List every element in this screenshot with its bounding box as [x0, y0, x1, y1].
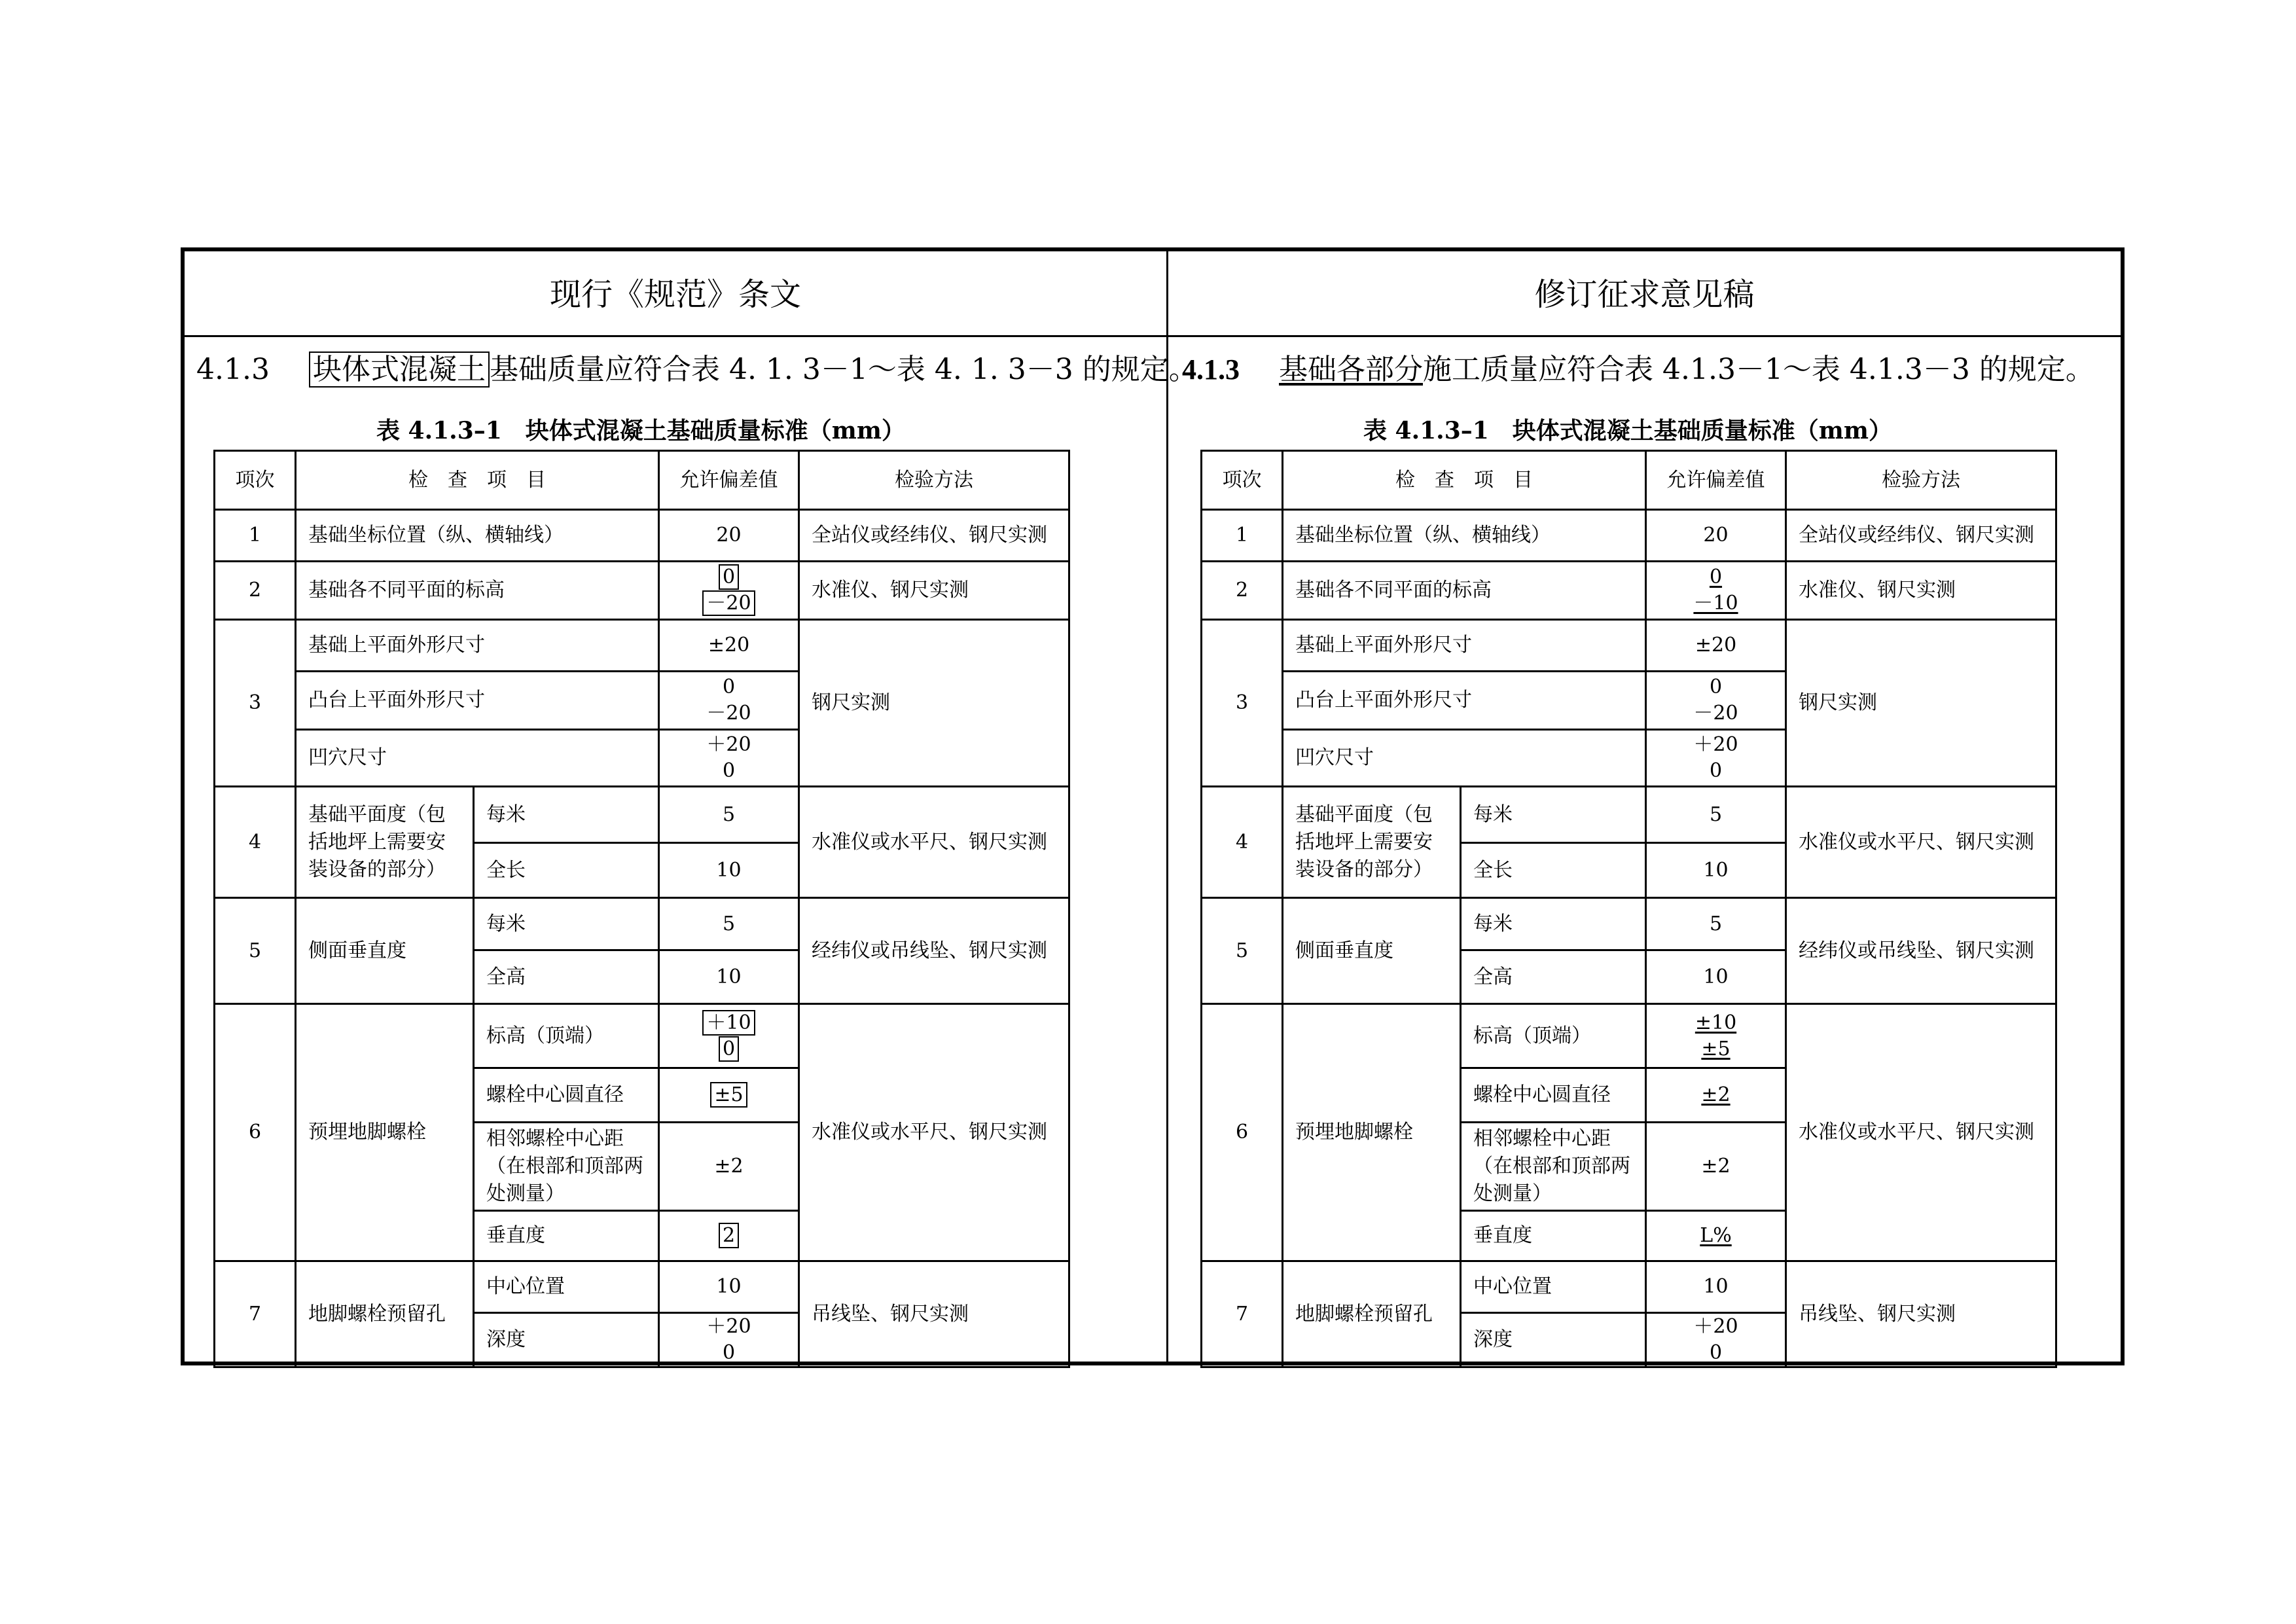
header-value: 允许偏差值	[659, 451, 799, 510]
row-method: 水准仪或水平尺、钢尺实测	[1786, 1004, 2056, 1261]
row-subitem: 垂直度	[474, 1211, 659, 1261]
value-top: ±10	[1695, 1011, 1737, 1034]
row-subitem: 垂直度	[1461, 1211, 1646, 1261]
value-bottom: ±5	[1701, 1037, 1731, 1060]
row-method: 全站仪或经纬仪、钢尺实测	[1786, 510, 2056, 562]
row-no: 1	[215, 510, 296, 562]
value-top: ＋20	[706, 733, 751, 756]
row-value	[659, 672, 799, 730]
row-subitem: 全高	[474, 950, 659, 1004]
right-clause	[1182, 347, 2094, 393]
table-row	[1202, 898, 2056, 950]
row-value: 5	[1646, 898, 1786, 950]
value: 2	[719, 1223, 739, 1248]
row-value	[659, 1004, 799, 1068]
row-value	[1646, 562, 1786, 620]
row-value: 5	[659, 787, 799, 843]
row-no: 3	[215, 620, 296, 787]
header-value: 允许偏差值	[1646, 451, 1786, 510]
table-row	[1202, 787, 2056, 843]
row-method: 水准仪或水平尺、钢尺实测	[799, 1004, 1069, 1261]
table-row	[215, 510, 1069, 562]
value-top: ＋10	[702, 1010, 755, 1036]
table-row	[1202, 1004, 2056, 1068]
header-divider	[181, 335, 2125, 337]
row-item: 基础各不同平面的标高	[1283, 562, 1646, 620]
row-value: ±20	[659, 620, 799, 672]
row-no: 5	[215, 898, 296, 1004]
left-clause-number: 4.1.3	[196, 353, 270, 386]
row-value	[1646, 1313, 1786, 1367]
row-subitem: 全长	[474, 843, 659, 898]
row-subitem: 相邻螺栓中心距（在根部和顶部两处测量）	[1461, 1123, 1646, 1211]
row-subitem: 深度	[1461, 1313, 1646, 1367]
right-quality-table	[1200, 450, 2057, 1368]
row-item: 基础坐标位置（纵、横轴线）	[296, 510, 659, 562]
left-clause	[196, 347, 1198, 393]
row-subitem: 标高（顶端）	[1461, 1004, 1646, 1068]
value-top: 0	[1709, 566, 1723, 588]
row-no: 5	[1202, 898, 1283, 1004]
row-value	[659, 1211, 799, 1261]
row-method: 吊线坠、钢尺实测	[799, 1261, 1069, 1367]
row-value	[1646, 1004, 1786, 1068]
table-row	[215, 562, 1069, 620]
row-no: 1	[1202, 510, 1283, 562]
value-bottom: 0	[719, 1036, 739, 1062]
row-value: 10	[659, 843, 799, 898]
value-top: ＋20	[706, 1315, 751, 1338]
row-subitem: 标高（顶端）	[474, 1004, 659, 1068]
table-row	[1202, 510, 2056, 562]
row-item: 基础平面度（包括地坪上需要安装设备的部分）	[1283, 787, 1461, 898]
row-method: 经纬仪或吊线坠、钢尺实测	[1786, 898, 2056, 1004]
row-no: 6	[215, 1004, 296, 1261]
row-subitem: 螺栓中心圆直径	[474, 1068, 659, 1123]
header-method: 检验方法	[1786, 451, 2056, 510]
row-value	[1646, 730, 1786, 787]
row-method: 钢尺实测	[1786, 620, 2056, 787]
row-value: ±2	[1646, 1123, 1786, 1211]
row-value	[659, 730, 799, 787]
column-divider	[1166, 247, 1168, 1365]
row-subitem: 螺栓中心圆直径	[1461, 1068, 1646, 1123]
value-bottom: 0	[1709, 1341, 1723, 1364]
table-header-row	[215, 451, 1069, 510]
row-no: 3	[1202, 620, 1283, 787]
value-top: ＋20	[1693, 1315, 1738, 1338]
row-value: ±2	[659, 1123, 799, 1211]
table-row	[1202, 562, 2056, 620]
row-item: 基础各不同平面的标高	[296, 562, 659, 620]
row-subitem: 中心位置	[474, 1261, 659, 1313]
right-clause-highlight: 基础各部分	[1279, 353, 1423, 386]
row-value: ±20	[1646, 620, 1786, 672]
row-item: 预埋地脚螺栓	[1283, 1004, 1461, 1261]
right-column-title: 修订征求意见稿	[1534, 276, 1755, 313]
value-bottom: 0	[722, 759, 736, 782]
header-item: 检 查 项 目	[296, 451, 659, 510]
row-value	[659, 562, 799, 620]
row-item: 侧面垂直度	[1283, 898, 1461, 1004]
row-value: 10	[659, 1261, 799, 1313]
row-value: 5	[659, 898, 799, 950]
table-row	[215, 898, 1069, 950]
value: ±2	[1701, 1083, 1731, 1106]
table-header-row	[1202, 451, 2056, 510]
row-value: 10	[1646, 843, 1786, 898]
header-no: 项次	[1202, 451, 1283, 510]
row-value	[1646, 672, 1786, 730]
row-value: 10	[1646, 1261, 1786, 1313]
row-item: 地脚螺栓预留孔	[1283, 1261, 1461, 1367]
table-row	[1202, 1261, 2056, 1313]
right-clause-text: 施工质量应符合表 4.1.3－1～表 4.1.3－3 的规定。	[1423, 353, 2094, 386]
row-method: 钢尺实测	[799, 620, 1069, 787]
row-item: 地脚螺栓预留孔	[296, 1261, 474, 1367]
table-row	[215, 620, 1069, 672]
row-value: 5	[1646, 787, 1786, 843]
row-subitem: 每米	[1461, 787, 1646, 843]
row-method: 水准仪或水平尺、钢尺实测	[799, 787, 1069, 898]
table-row	[215, 1004, 1069, 1068]
row-subitem: 每米	[474, 787, 659, 843]
row-no: 6	[1202, 1004, 1283, 1261]
row-item: 凸台上平面外形尺寸	[296, 672, 659, 730]
row-value: 20	[1646, 510, 1786, 562]
value: ±5	[710, 1082, 747, 1108]
value-bottom: 0	[1709, 759, 1723, 782]
row-item: 基础上平面外形尺寸	[296, 620, 659, 672]
header-no: 项次	[215, 451, 296, 510]
header-item: 检 查 项 目	[1283, 451, 1646, 510]
row-subitem: 深度	[474, 1313, 659, 1367]
value-bottom: －10	[1693, 592, 1738, 615]
row-method: 经纬仪或吊线坠、钢尺实测	[799, 898, 1069, 1004]
table-row	[215, 1261, 1069, 1313]
row-item: 凸台上平面外形尺寸	[1283, 672, 1646, 730]
row-value: 20	[659, 510, 799, 562]
left-table-caption: 表 4.1.3–1 块体式混凝土基础质量标准（mm）	[376, 417, 905, 444]
value-bottom: －20	[1693, 702, 1738, 725]
row-no: 7	[215, 1261, 296, 1367]
row-value	[1646, 1068, 1786, 1123]
left-clause-text: 基础质量应符合表 4. 1. 3－1～表 4. 1. 3－3 的规定。	[489, 353, 1198, 386]
row-item: 基础平面度（包括地坪上需要安装设备的部分）	[296, 787, 474, 898]
row-no: 4	[1202, 787, 1283, 898]
row-method: 水准仪或水平尺、钢尺实测	[1786, 787, 2056, 898]
row-value: 10	[1646, 950, 1786, 1004]
left-column-title: 现行《规范》条文	[549, 276, 801, 313]
value-bottom: 0	[722, 1341, 736, 1364]
right-table-caption: 表 4.1.3–1 块体式混凝土基础质量标准（mm）	[1363, 417, 1892, 444]
left-clause-highlight: 块体式混凝土	[309, 352, 490, 388]
header-method: 检验方法	[799, 451, 1069, 510]
row-method: 水准仪、钢尺实测	[1786, 562, 2056, 620]
value-top: 0	[1709, 676, 1723, 698]
row-subitem: 全长	[1461, 843, 1646, 898]
row-item: 凹穴尺寸	[1283, 730, 1646, 787]
value-bottom: －20	[706, 702, 751, 725]
value-top: ＋20	[1693, 733, 1738, 756]
table-row	[1202, 620, 2056, 672]
row-value	[659, 1068, 799, 1123]
row-value: 10	[659, 950, 799, 1004]
row-no: 2	[215, 562, 296, 620]
row-value	[659, 1313, 799, 1367]
row-item: 凹穴尺寸	[296, 730, 659, 787]
row-item: 侧面垂直度	[296, 898, 474, 1004]
right-clause-number: 4.1.3	[1182, 353, 1240, 386]
row-no: 7	[1202, 1261, 1283, 1367]
row-subitem: 每米	[1461, 898, 1646, 950]
value-top: 0	[722, 676, 736, 698]
row-subitem: 全高	[1461, 950, 1646, 1004]
row-method: 水准仪、钢尺实测	[799, 562, 1069, 620]
row-item: 基础坐标位置（纵、横轴线）	[1283, 510, 1646, 562]
value-bottom: －20	[702, 590, 755, 616]
table-row	[215, 787, 1069, 843]
row-method: 吊线坠、钢尺实测	[1786, 1261, 2056, 1367]
row-subitem: 中心位置	[1461, 1261, 1646, 1313]
row-item: 预埋地脚螺栓	[296, 1004, 474, 1261]
value-top: 0	[719, 564, 739, 590]
row-subitem: 每米	[474, 898, 659, 950]
row-no: 2	[1202, 562, 1283, 620]
value: L%	[1700, 1224, 1732, 1247]
row-no: 4	[215, 787, 296, 898]
left-quality-table	[213, 450, 1070, 1368]
row-value	[1646, 1211, 1786, 1261]
row-subitem: 相邻螺栓中心距（在根部和顶部两处测量）	[474, 1123, 659, 1211]
row-method: 全站仪或经纬仪、钢尺实测	[799, 510, 1069, 562]
row-item: 基础上平面外形尺寸	[1283, 620, 1646, 672]
